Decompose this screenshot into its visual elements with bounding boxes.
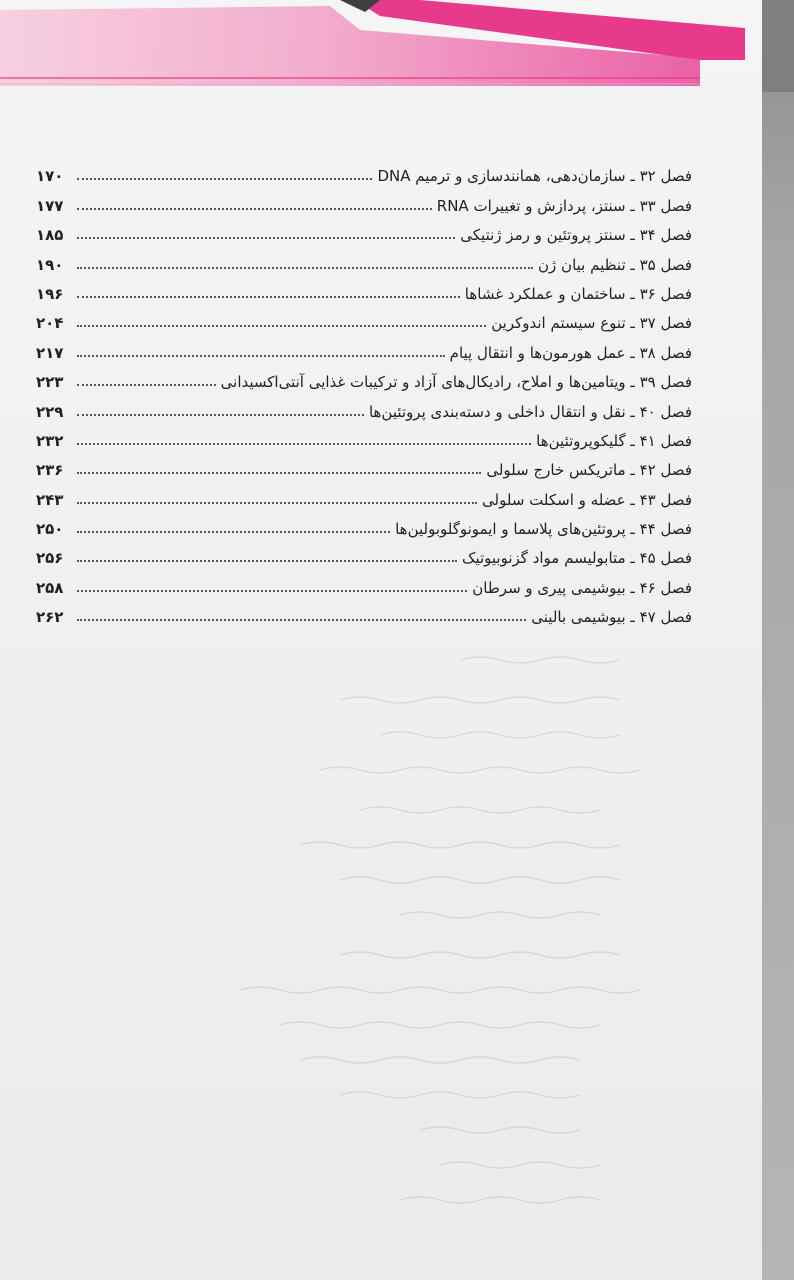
adjacent-page-top [762,0,794,92]
toc-entry-title: فصل ۳۹ ـ ویتامین‌ها و املاح، رادیکال‌های آزاد و ترکیبات غذایی آنتی‌اکسیدانی [220,373,692,392]
toc-entry [36,420,692,449]
toc-entry-page-number: ۲۵۸ [36,578,64,597]
toc-entry-page-number: ۱۷۰ [36,167,64,186]
toc-leader-dots [77,472,481,474]
toc-entry-page-number: ۲۵۰ [36,520,64,539]
toc-entry-page-number: ۲۳۶ [36,461,64,480]
toc-entry-title: فصل ۳۷ ـ تنوع سیستم اندوکرین [491,314,692,333]
toc-leader-dots [77,325,486,327]
toc-leader-dots [77,414,364,416]
toc-leader-dots [77,443,531,445]
toc-leader-dots [77,590,467,592]
toc-entry-title: فصل ۳۵ ـ تنظیم بیان ژن [538,255,692,274]
toc-entry [36,273,692,302]
toc-entry-page-number: ۱۷۷ [36,196,64,215]
toc-entry [36,331,692,360]
toc-entry-page-number: ۲۰۴ [36,314,64,333]
toc-entry [36,361,692,390]
toc-entry [36,508,692,537]
toc-entry-title: فصل ۳۲ ـ سازمان‌دهی، همانندسازی و ترمیم DNA [377,167,692,186]
toc-leader-dots [77,502,477,504]
toc-entry [36,390,692,419]
toc-entry [36,155,692,184]
show-through-ghost-text [40,640,660,1240]
toc-entry-page-number: ۲۶۲ [36,608,64,627]
toc-entry-page-number: ۲۴۳ [36,490,64,509]
adjacent-page-edge [762,0,794,1280]
toc-entry-page-number: ۲۳۲ [36,431,64,450]
toc-entry-title: فصل ۳۴ ـ سنتز پروتئین و رمز ژنتیکی [460,226,692,245]
header-decoration [0,0,762,90]
toc-entry-page-number: ۲۲۹ [36,402,64,421]
toc-leader-dots [77,178,372,180]
toc-entry-title: فصل ۴۶ ـ بیوشیمی پیری و سرطان [472,578,692,597]
toc-entry-page-number: ۲۲۳ [36,373,64,392]
toc-entry [36,478,692,507]
toc-entry [36,243,692,272]
toc-entry-page-number: ۱۹۶ [36,284,64,303]
toc-entry-title: فصل ۴۵ ـ متابولیسم مواد گزنوبیوتیک [462,549,692,568]
toc-entry-title: فصل ۴۲ ـ ماتریکس خارج سلولی [486,461,692,480]
toc-entry-page-number: ۲۵۶ [36,549,64,568]
toc-entry-title: فصل ۴۳ ـ عضله و اسکلت سلولی [482,490,692,509]
toc-entry-title: فصل ۳۶ ـ ساختمان و عملکرد غشاها [464,284,692,303]
toc-leader-dots [77,296,460,298]
toc-entry-page-number: ۲۱۷ [36,343,64,362]
toc-leader-dots [77,208,432,210]
toc-entry [36,566,692,595]
toc-leader-dots [77,384,216,386]
toc-entry-title: فصل ۴۱ ـ گلیکوپروتئین‌ها [536,431,692,450]
toc-entry-title: فصل ۳۳ ـ سنتز، پردازش و تغییرات RNA [436,196,692,215]
toc-entry [36,449,692,478]
toc-entry-title: فصل ۴۰ ـ نقل و انتقال داخلی و دسته‌بندی پروتئین‌ها [368,402,692,421]
toc-leader-dots [77,560,457,562]
toc-entry-title: فصل ۴۴ ـ پروتئین‌های پلاسما و ایمونوگلوبولین‌ها [395,520,692,539]
toc-entry [36,596,692,625]
toc-entry [36,302,692,331]
toc-entry [36,537,692,566]
table-of-contents [36,155,692,625]
toc-leader-dots [77,237,455,239]
toc-entry-title: فصل ۳۸ ـ عمل هورمون‌ها و انتقال پیام [449,343,692,362]
toc-entry [36,184,692,213]
toc-entry-page-number: ۱۸۵ [36,226,64,245]
toc-entry-title: فصل ۴۷ ـ بیوشیمی بالینی [531,608,692,627]
toc-leader-dots [77,619,526,621]
toc-entry-page-number: ۱۹۰ [36,255,64,274]
toc-leader-dots [77,355,445,357]
toc-entry [36,214,692,243]
toc-leader-dots [77,531,390,533]
toc-leader-dots [77,267,533,269]
